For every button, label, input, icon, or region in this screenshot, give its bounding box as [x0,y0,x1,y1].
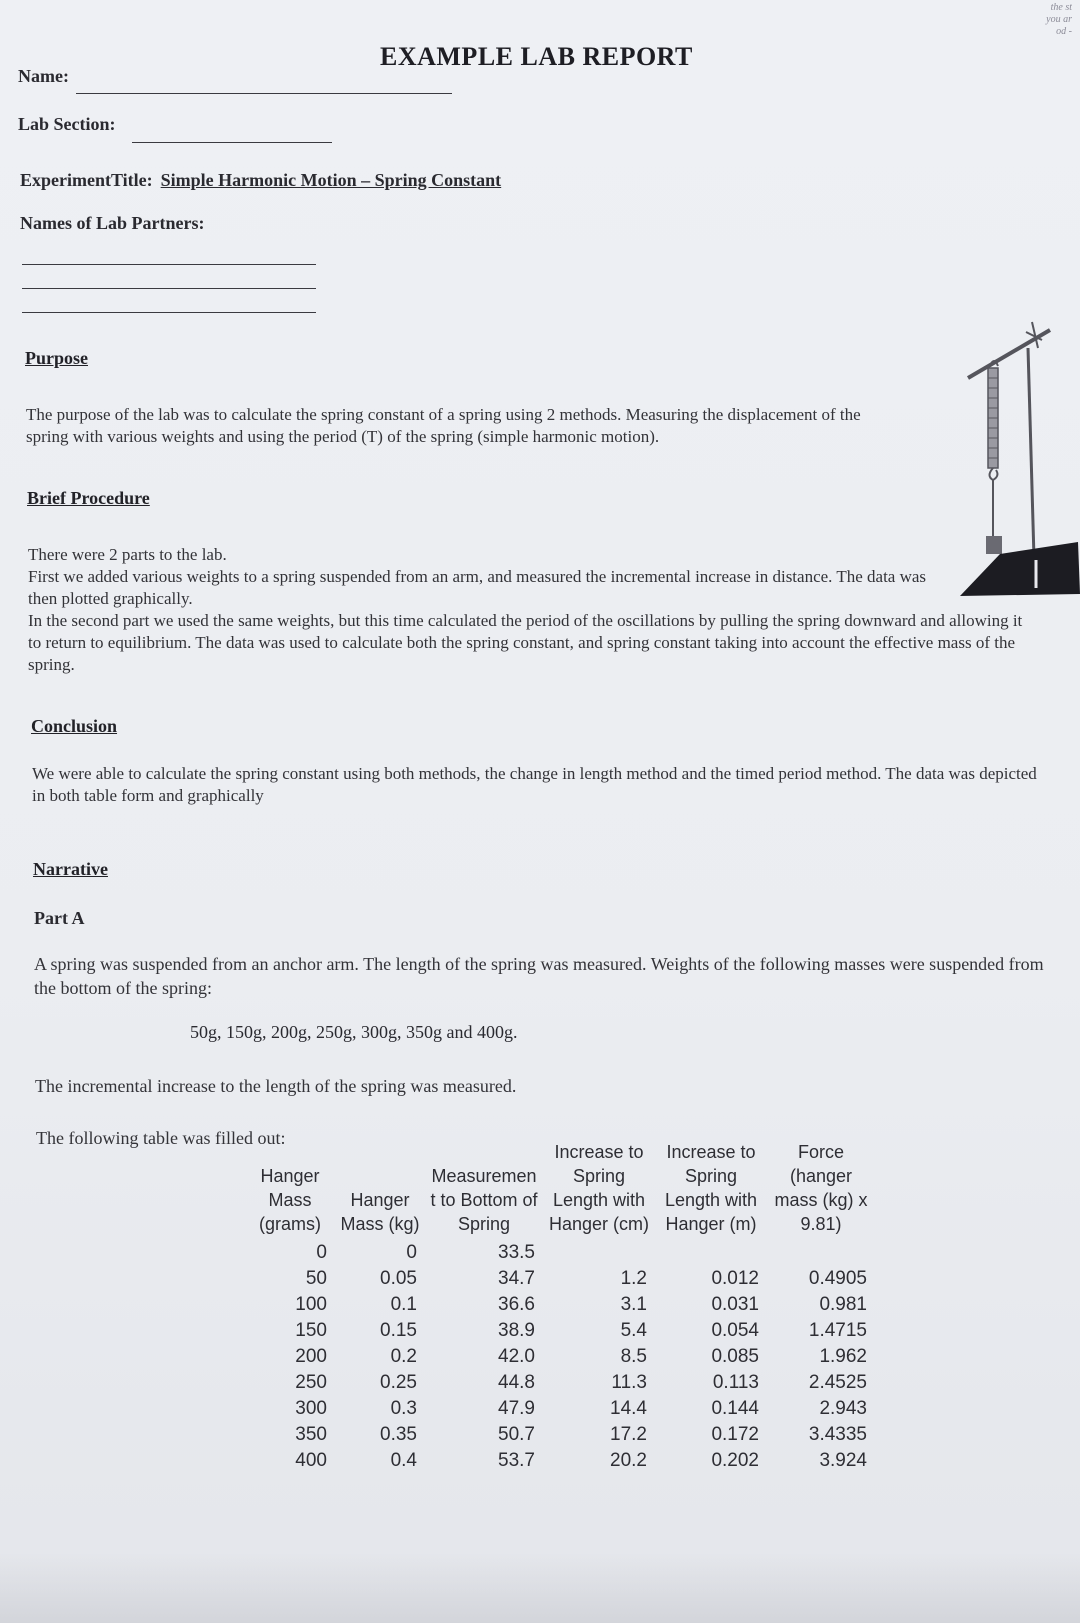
corner-text: the st you ar od - [1046,2,1072,37]
table-row: 400 0.4 53.7 20.2 0.202 3.924 [295,1450,867,1471]
name-label: Name: [18,66,69,86]
col-header-force: Force (hanger mass (kg) x 9.81) [774,1142,868,1234]
increment-text: The incremental increase to the length of the spring was measured. [35,1076,517,1096]
purpose-heading: Purpose [25,348,88,368]
col-header-increase-cm: Increase to Spring Length with Hanger (cm) [548,1142,650,1234]
table-row: 150 0.15 38.9 5.4 0.054 1.4715 [295,1320,867,1341]
spring-hook-bottom [990,468,998,480]
table-intro-text: The following table was filled out: [36,1128,286,1148]
col-header-hanger-mass-grams: Hanger Mass (grams) [259,1166,321,1234]
lab-partners-label: Names of Lab Partners: [20,213,205,233]
col-header-increase-m: Increase to Spring Length with Hanger (m) [664,1142,758,1234]
experiment-title [20,170,501,191]
partner-line-2[interactable] [22,288,316,289]
spring-data-table [245,1140,875,1474]
experiment-title-label: ExperimentTitle: [20,170,153,190]
col-header-measurement: Measuremen t to Bottom of Spring [430,1166,538,1234]
partner-line-3[interactable] [22,312,316,313]
page-title: EXAMPLE LAB REPORT [380,42,693,71]
procedure-text: There were 2 parts to the lab. First we added various weights to a spring suspended from an arm, and measured the incremental increase in distance. The data was then plotted graphically. In the second part we used the same weights, but this time calculated the period of the oscillations by pulling the spring downward and allowing it to return to equilibrium. The data was used to calculate both the spring constant, and spring constant taking into account the effective mass of the spring. [28,545,1023,674]
table-row: 350 0.35 50.7 17.2 0.172 3.4335 [295,1424,867,1445]
lab-section-line[interactable] [132,142,332,143]
table-row: 200 0.2 42.0 8.5 0.085 1.962 [295,1346,867,1367]
procedure-heading: Brief Procedure [27,488,150,508]
table-row: 300 0.3 47.9 14.4 0.144 2.943 [295,1398,867,1419]
table-header-row [245,1140,875,1240]
experiment-title-value: Simple Harmonic Motion – Spring Constant [160,170,502,190]
part-a-paragraph: A spring was suspended from an anchor arm. The length of the spring was measured. Weights of the following masses were suspended from the bottom of the spring: [34,954,1044,998]
narrative-heading: Narrative [33,859,108,879]
purpose-text: The purpose of the lab was to calculate the spring constant of a spring using 2 methods. Measuring the displacement of the spring with various weights and using the period (T) of the spring (simple harmonic motion). [26,405,861,446]
stand-rod [1028,348,1034,558]
mass-list: 50g, 150g, 200g, 250g, 300g, 350g and 400g. [190,1022,518,1042]
col-header-hanger-mass-kg: Hanger Mass (kg) [340,1190,420,1234]
part-a-heading: Part A [34,908,85,928]
name-line[interactable] [76,93,452,94]
page-bottom-shadow [0,1553,1080,1623]
table-row: 250 0.25 44.8 11.3 0.113 2.4525 [295,1372,867,1393]
table-row: 50 0.05 34.7 1.2 0.012 0.4905 [305,1268,867,1289]
partner-line-1[interactable] [22,264,316,265]
table-row: 100 0.1 36.6 3.1 0.031 0.981 [295,1294,867,1315]
conclusion-text: We were able to calculate the spring constant using both methods, the change in length method and the timed period method. The data was depicted in both table form and graphically [32,764,1037,805]
table-row: 0 0 33.5 [316,1242,535,1263]
lab-section-label: Lab Section: [18,114,116,134]
conclusion-heading: Conclusion [31,716,118,736]
